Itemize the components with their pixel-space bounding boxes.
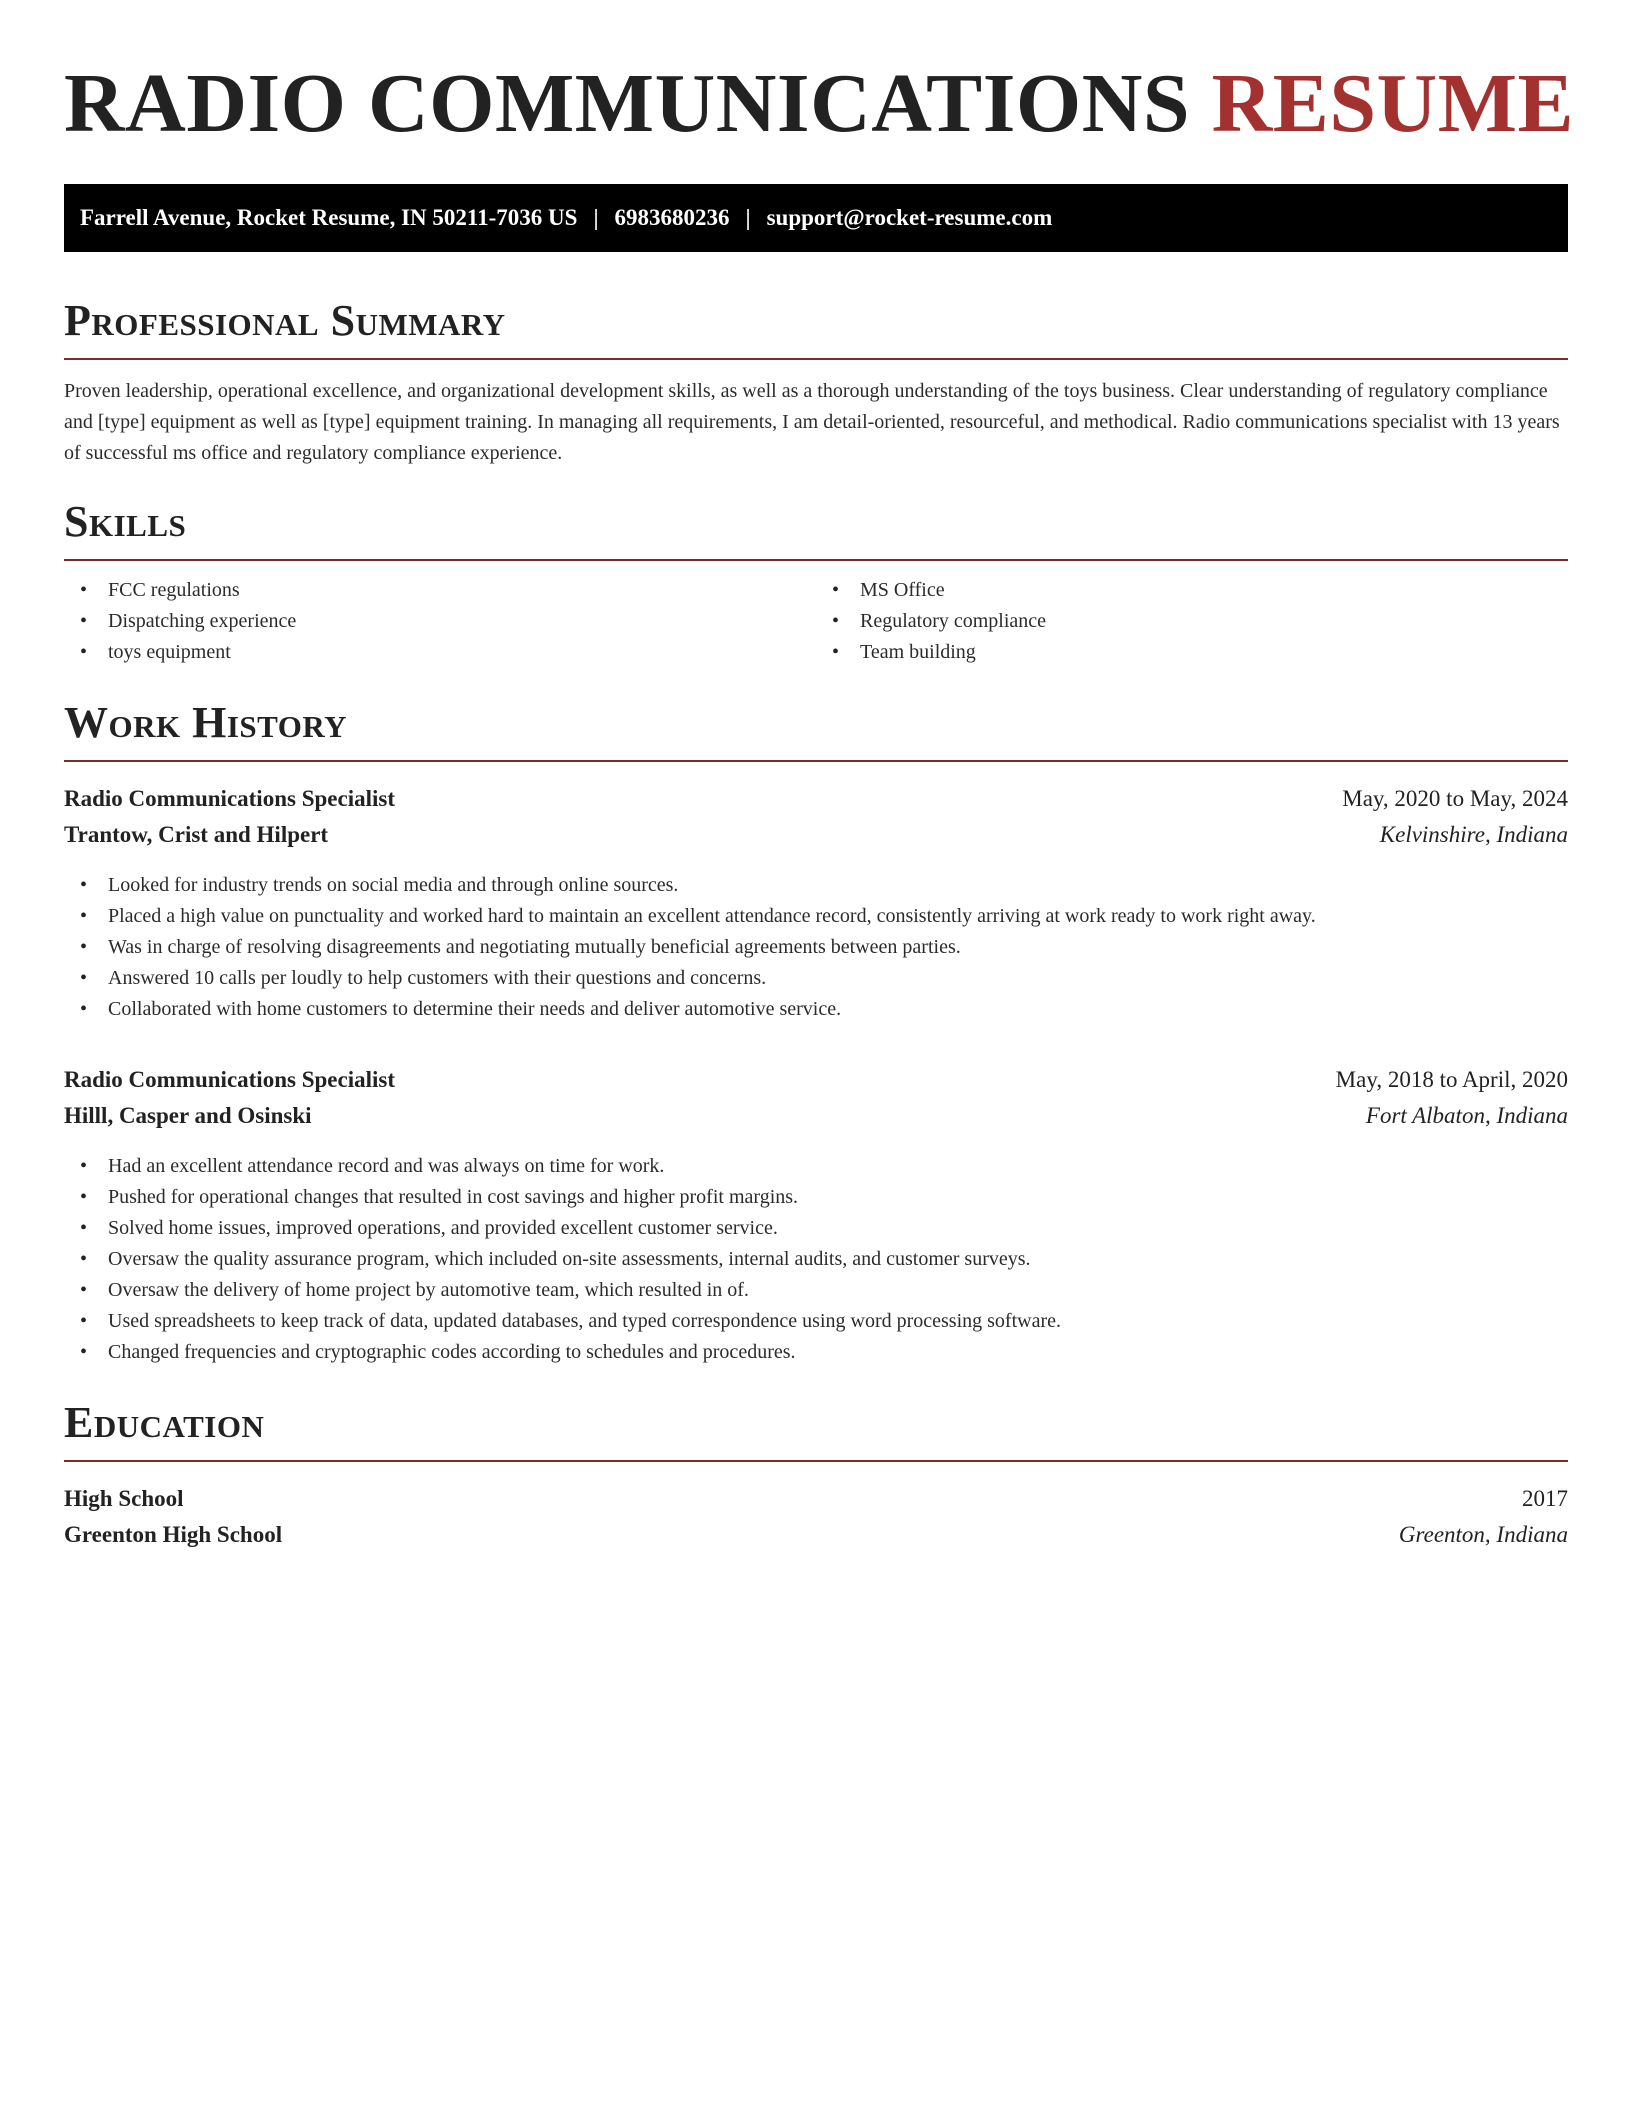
professional-summary-section <box>64 296 1568 469</box>
job-location: Fort Albaton, Indiana <box>1365 1103 1568 1128</box>
education-section <box>64 1398 1568 1550</box>
job-duty: • Solved home issues, improved operations, and provided excellent customer service. <box>64 1213 1568 1244</box>
section-divider <box>64 559 1568 561</box>
work-history-section <box>64 698 1568 1368</box>
contact-bar <box>64 184 1568 252</box>
job-duty: • Pushed for operational changes that resulted in cost savings and higher profit margins. <box>64 1182 1568 1213</box>
skills-list-left <box>64 575 816 668</box>
section-heading-skills: Skills <box>64 497 187 546</box>
job-duty: • Oversaw the delivery of home project by automotive team, which resulted in of. <box>64 1275 1568 1306</box>
summary-text: Proven leadership, operational excellence, and organizational development skills, as well as a thorough understanding of the toys business. Clear understanding of regulatory compliance and [type] equipment as well as [type] equipment training. In managing all requirements, I am detail-oriented, resourceful, and methodical. Radio communications specialist with 13 years of successful ms office and regulatory compliance experience. <box>64 380 1560 464</box>
contact-phone: 6983680236 <box>614 205 730 230</box>
job-dates: May, 2018 to April, 2020 <box>1335 1067 1568 1092</box>
education-location: Greenton, Indiana <box>1398 1522 1568 1547</box>
job-duty: • Looked for industry trends on social media and through online sources. <box>64 870 1568 901</box>
education-degree: High School <box>64 1486 184 1511</box>
job-title: Radio Communications Specialist <box>64 1067 395 1092</box>
job-entry <box>64 784 1568 1025</box>
title-main: RADIO COMMUNICATIONS <box>64 57 1191 150</box>
contact-address: Farrell Avenue, Rocket Resume, IN 50211-7036 US <box>80 205 578 230</box>
job-duty: • Was in charge of resolving disagreements and negotiating mutually beneficial agreements between parties. <box>64 932 1568 963</box>
job-company: Hilll, Casper and Osinski <box>64 1103 312 1128</box>
title-accent: RESUME <box>1211 57 1575 150</box>
skill-item: • Regulatory compliance <box>816 606 1568 637</box>
section-heading-work: Work History <box>64 698 348 747</box>
job-duty: • Had an excellent attendance record and was always on time for work. <box>64 1151 1568 1182</box>
skill-item: • MS Office <box>816 575 1568 606</box>
job-duties-list <box>64 1151 1568 1368</box>
skill-item: • toys equipment <box>64 637 816 668</box>
job-title: Radio Communications Specialist <box>64 786 395 811</box>
skills-grid <box>64 575 1568 668</box>
skill-item: • Dispatching experience <box>64 606 816 637</box>
job-duty: • Changed frequencies and cryptographic codes according to schedules and procedures. <box>64 1337 1568 1368</box>
contact-separator: | <box>745 205 751 230</box>
section-divider <box>64 358 1568 360</box>
section-divider <box>64 760 1568 762</box>
job-location: Kelvinshire, Indiana <box>1379 822 1568 847</box>
education-year: 2017 <box>1522 1486 1568 1511</box>
job-entry <box>64 1065 1568 1368</box>
job-duty: • Answered 10 calls per loudly to help customers with their questions and concerns. <box>64 963 1568 994</box>
job-duty: • Placed a high value on punctuality and worked hard to maintain an excellent attendance record, consistently arriving at work ready to work right away. <box>64 901 1568 932</box>
job-dates: May, 2020 to May, 2024 <box>1342 786 1568 811</box>
job-duty: • Collaborated with home customers to determine their needs and deliver automotive service. <box>64 994 1568 1025</box>
skill-item: • FCC regulations <box>64 575 816 606</box>
skill-item: • Team building <box>816 637 1568 668</box>
education-school: Greenton High School <box>64 1522 283 1547</box>
job-duty: • Oversaw the quality assurance program, which included on-site assessments, internal audits, and customer surveys. <box>64 1244 1568 1275</box>
contact-email: support@rocket-resume.com <box>766 205 1053 230</box>
skills-list-right <box>816 575 1568 668</box>
section-heading-education: Education <box>64 1398 265 1447</box>
section-divider <box>64 1460 1568 1462</box>
skills-section <box>64 497 1568 668</box>
resume-title <box>64 57 1575 150</box>
job-duties-list <box>64 870 1568 1025</box>
job-duty: • Used spreadsheets to keep track of data, updated databases, and typed correspondence using word processing software. <box>64 1306 1568 1337</box>
section-heading-summary: Professional Summary <box>64 296 506 345</box>
contact-separator: | <box>593 205 599 230</box>
education-entry <box>64 1484 1568 1550</box>
job-company: Trantow, Crist and Hilpert <box>64 822 329 847</box>
